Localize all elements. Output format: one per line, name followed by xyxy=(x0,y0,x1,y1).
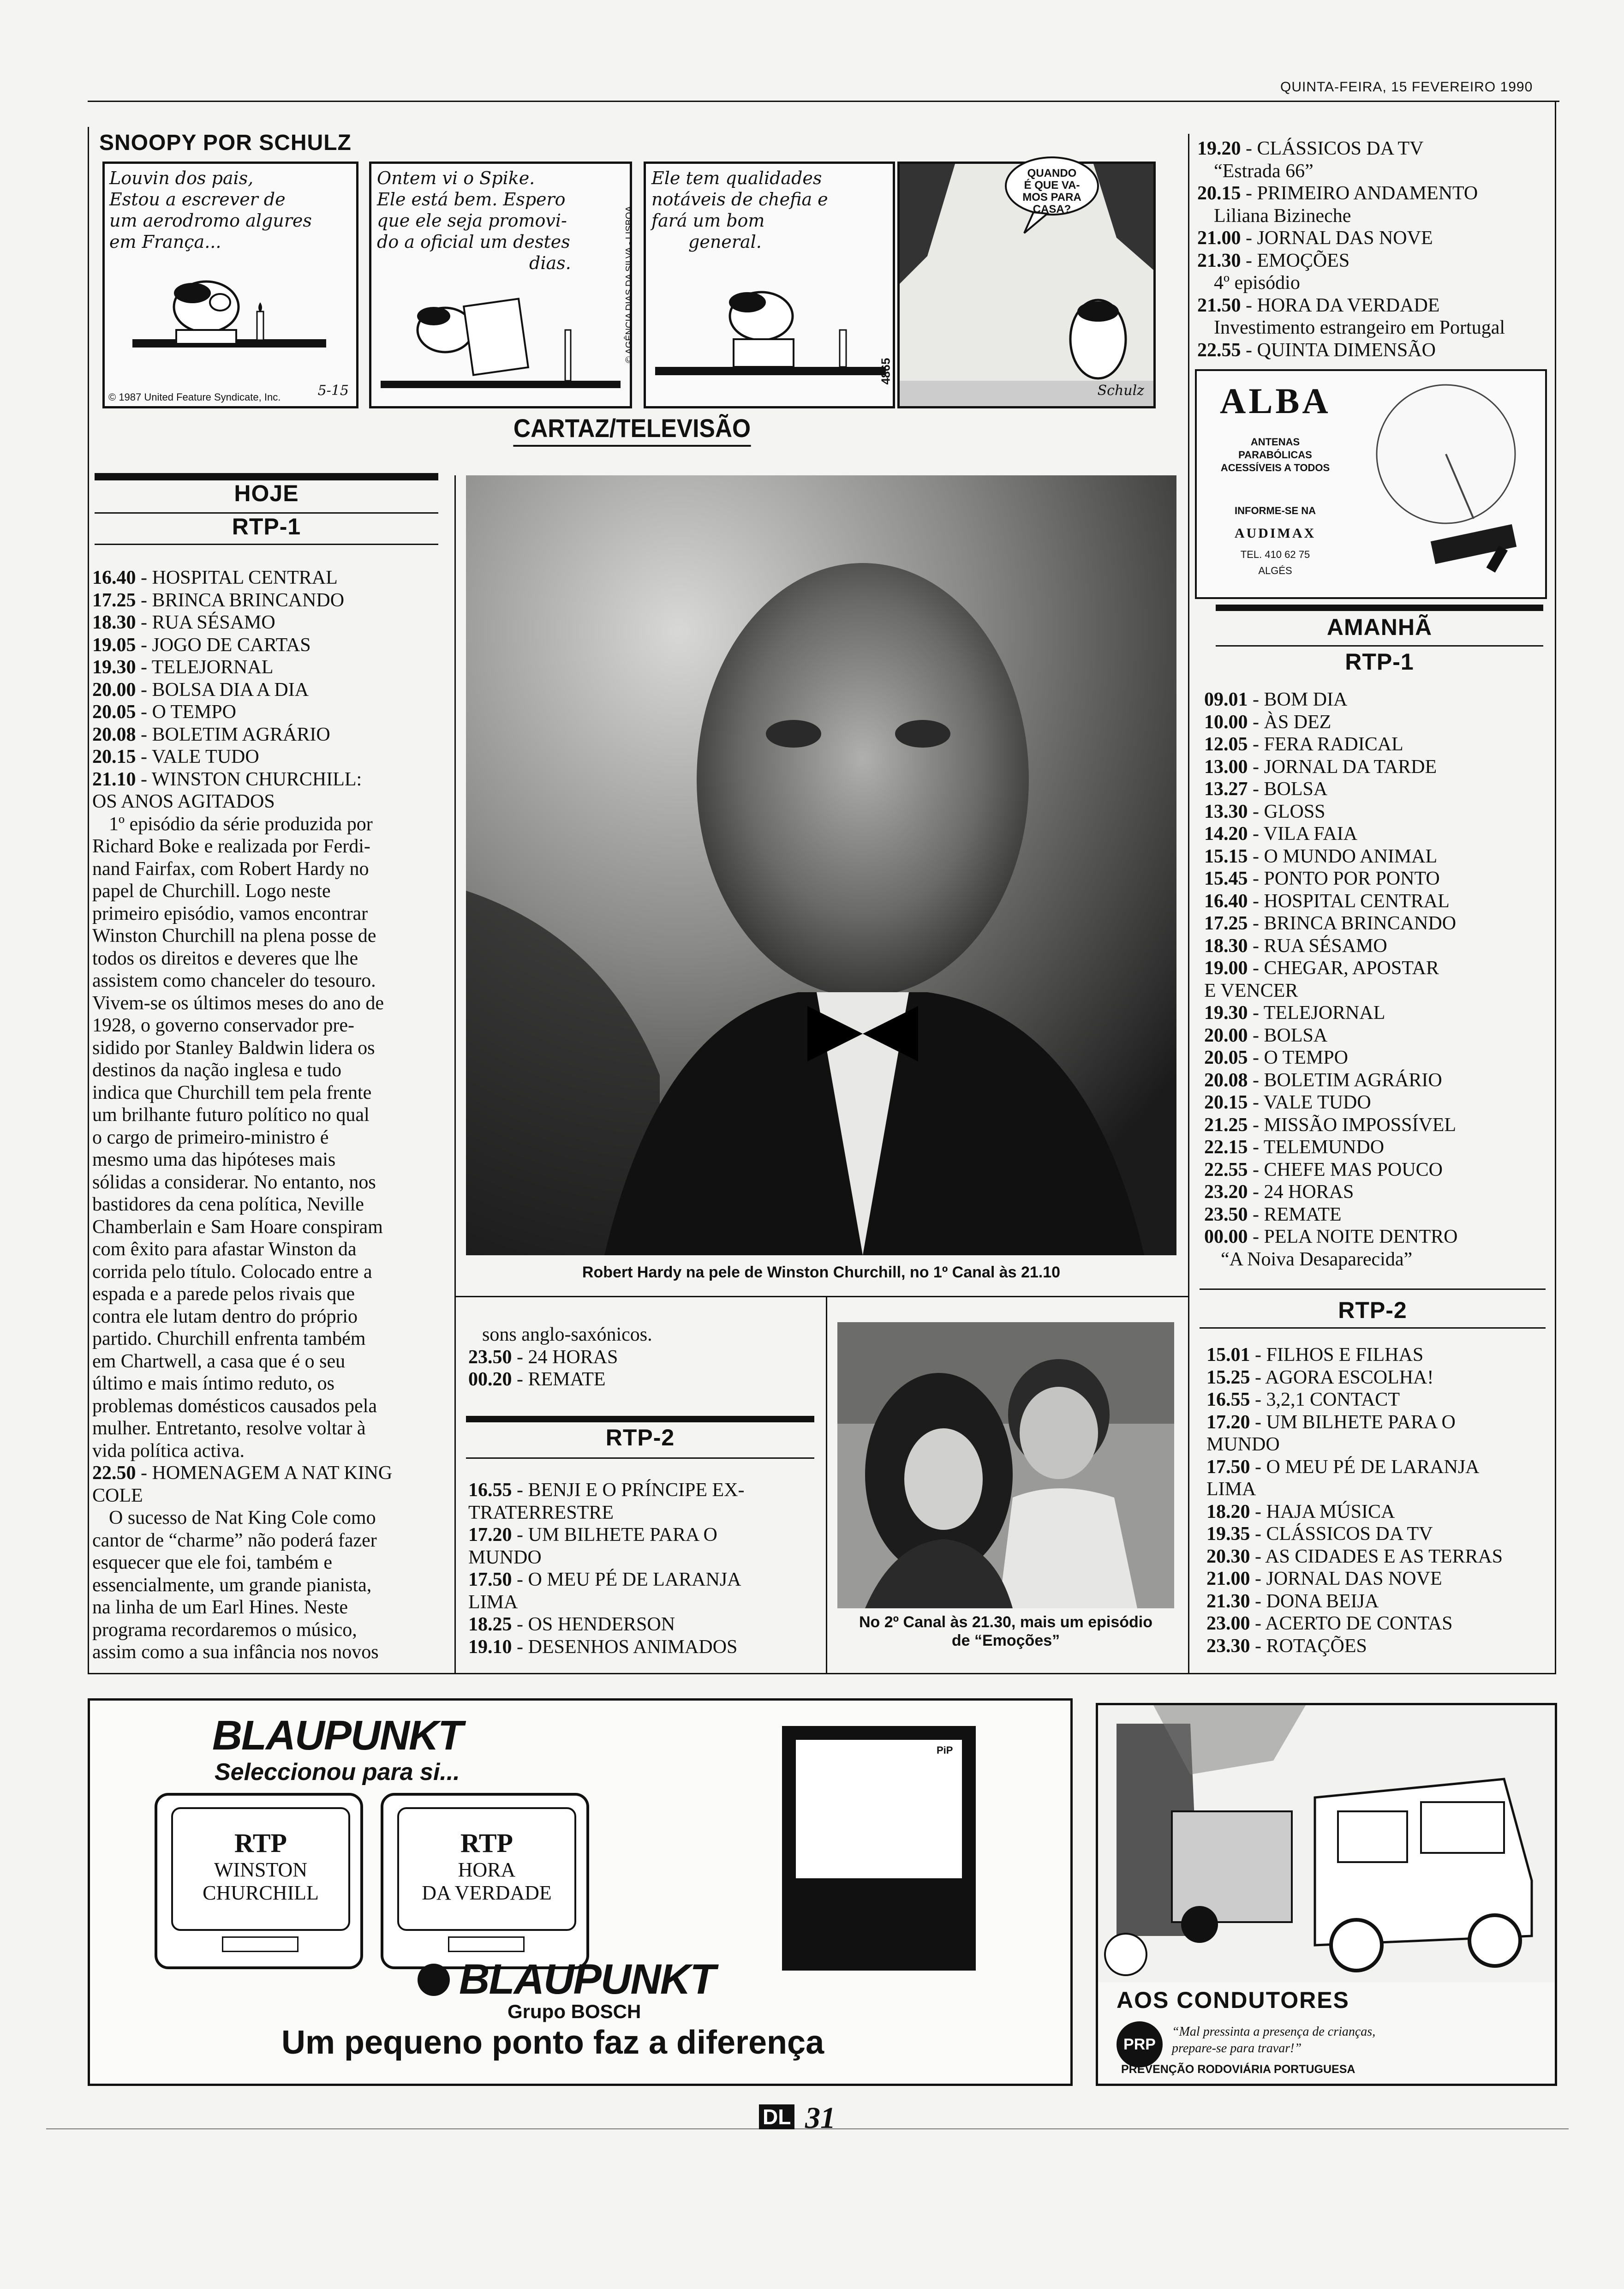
photo-bottom-rule xyxy=(454,1296,1188,1297)
list-item: 14.20 - VILA FAIA xyxy=(1204,823,1358,845)
list-item: 23.00 - ACERTO DE CONTAS xyxy=(1206,1613,1453,1634)
list-item: MUNDO xyxy=(1206,1434,1280,1455)
list-item: 20.08 - BOLETIM AGRÁRIO xyxy=(92,724,330,745)
comic-panel-1: Louvin dos pais, Estou a escrever de um aerodromo algures em França... © 1987 United Feature Syndicate, Inc. 5-15 xyxy=(102,162,358,408)
amanha-rtp1-heading: RTP-1 xyxy=(1345,649,1414,675)
list-item: LIMA xyxy=(468,1591,518,1613)
dateline: QUINTA-FEIRA, 15 FEVEREIRO 1990 xyxy=(1280,79,1533,95)
robert-hardy-portrait xyxy=(466,475,1176,1255)
list-item: 15.25 - AGORA ESCOLHA! xyxy=(1206,1366,1434,1388)
text-line: assistem como chanceler do tesouro. xyxy=(92,970,376,991)
text-line: 1928, o governo conservador pre- xyxy=(92,1015,354,1036)
list-item: “A Noiva Desaparecida” xyxy=(1221,1248,1413,1270)
amanha-rule xyxy=(1216,645,1543,647)
footer-logo: DL xyxy=(759,2104,794,2129)
hoje-rtp1-heading: RTP-1 xyxy=(232,514,301,539)
list-item: 13.30 - GLOSS xyxy=(1204,801,1325,822)
text-line: bastidores da cena política, Neville xyxy=(92,1194,364,1215)
section-title: CARTAZ/TELEVISÃO xyxy=(513,413,751,447)
text-line: Chamberlain e Sam Hoare conspiram xyxy=(92,1216,383,1238)
list-item: 00.20 - REMATE xyxy=(468,1369,606,1390)
text-line: O sucesso de Nat King Cole como xyxy=(109,1507,376,1528)
text-line: Winston Churchill na plena posse de xyxy=(92,925,376,947)
tv1-title: WINSTON CHURCHILL xyxy=(203,1858,319,1904)
list-item: 19.00 - CHEGAR, APOSTAR xyxy=(1204,958,1439,979)
hoje-heading: HOJE xyxy=(234,480,299,506)
list-item: 19.35 - CLÁSSICOS DA TV xyxy=(1206,1523,1433,1545)
text-line: o cargo de primeiro-ministro é xyxy=(92,1127,329,1148)
text-line: assim como a sua infância nos novos xyxy=(92,1642,379,1663)
page-number: 31 xyxy=(805,2101,836,2135)
hoje-rtp1-list xyxy=(92,567,443,1664)
list-item: 00.00 - PELA NOITE DENTRO xyxy=(1204,1226,1458,1247)
text-line: esquecer que ele foi, também e xyxy=(92,1552,333,1573)
snoopy-writing-drawing xyxy=(105,164,356,406)
text-line: destinos da nação inglesa e tudo xyxy=(92,1060,342,1081)
list-item: 21.25 - MISSÃO IMPOSSÍVEL xyxy=(1204,1114,1457,1136)
tv1-channel: RTP xyxy=(234,1828,287,1858)
hoje-rtp2-list xyxy=(468,1479,819,1658)
list-item: 13.00 - JORNAL DA TARDE xyxy=(1204,756,1437,778)
text-line: papel de Churchill. Logo neste xyxy=(92,881,331,902)
blaupunkt-ad xyxy=(88,1698,1073,2086)
list-item: 20.30 - AS CIDADES E AS TERRAS xyxy=(1206,1546,1503,1567)
list-item: 22.50 - HOMENAGEM A NAT KING xyxy=(92,1462,393,1484)
tv2-title: HORA DA VERDADE xyxy=(422,1858,552,1904)
amanha-rtp2-top-rule xyxy=(1200,1288,1546,1290)
list-item: 18.20 - HAJA MÚSICA xyxy=(1206,1501,1395,1522)
amanha-heading: AMANHÃ xyxy=(1326,614,1433,640)
comic-title: SNOOPY POR SCHULZ xyxy=(99,131,352,155)
list-item: 20.15 - VALE TUDO xyxy=(1204,1092,1371,1113)
comic-number: 4865 xyxy=(878,358,893,385)
blaupunkt-tagline: Seleccionou para si... xyxy=(215,1759,460,1786)
list-item: 23.20 - 24 HORAS xyxy=(1204,1181,1354,1203)
hoje-rtp2-heading: RTP-2 xyxy=(605,1425,675,1450)
list-item: 17.20 - UM BILHETE PARA O xyxy=(468,1524,717,1546)
list-item: 20.08 - BOLETIM AGRÁRIO xyxy=(1204,1069,1442,1091)
amanha-rtp1-list xyxy=(1204,689,1555,1270)
text-line: sidido por Stanley Baldwin lidera os xyxy=(92,1037,375,1059)
tv-1 xyxy=(155,1793,363,1969)
list-item: 23.30 - ROTAÇÕES xyxy=(1206,1635,1367,1657)
pip-tv xyxy=(782,1726,976,1971)
list-item: 13.27 - BOLSA xyxy=(1204,779,1328,800)
text-line: mulher. Entretanto, resolve voltar à xyxy=(92,1418,366,1439)
text-line: problemas domésticos causados pela xyxy=(92,1395,377,1417)
list-item: 22.55 - CHEFE MAS POUCO xyxy=(1204,1159,1443,1180)
main-photo-caption: Robert Hardy na pele de Winston Churchill, no 1º Canal às 21.10 xyxy=(582,1264,1061,1281)
list-item: LIMA xyxy=(1206,1479,1256,1500)
list-item: 21.00 - JORNAL DAS NOVE xyxy=(1206,1568,1442,1589)
churchill-photo xyxy=(466,475,1176,1255)
list-item: 19.30 - TELEJORNAL xyxy=(1204,1002,1385,1024)
list-item: 19.20 - CLÁSSICOS DA TV xyxy=(1197,138,1424,159)
list-item: 22.55 - QUINTA DIMENSÃO xyxy=(1197,339,1436,361)
list-item: 21.10 - WINSTON CHURCHILL: xyxy=(92,768,362,790)
natking-title-cont: COLE xyxy=(92,1485,143,1506)
text-line: cantor de “charme” não poderá fazer xyxy=(92,1529,377,1551)
blaupunkt-brand-bottom: BLAUPUNKT xyxy=(459,1956,715,2003)
condutores-ad xyxy=(1096,1703,1557,2086)
pip-label: PiP xyxy=(937,1744,953,1756)
snoopy-reading-drawing xyxy=(371,164,630,406)
tv-2 xyxy=(381,1793,589,1969)
alba-place: ALGÉS xyxy=(1258,565,1292,576)
text-line: em Chartwell, a casa que é o seu xyxy=(92,1350,346,1372)
list-item: 17.25 - BRINCA BRINCANDO xyxy=(1204,913,1457,934)
hoje-rtp2-bar xyxy=(466,1416,814,1422)
text-line: nand Fairfax, com Robert Hardy no xyxy=(92,858,369,880)
snoopy-writing-drawing xyxy=(646,164,893,406)
text-line: espada e a parede pelos rivais que xyxy=(92,1283,355,1305)
list-item: 12.05 - FERA RADICAL xyxy=(1204,734,1403,755)
text-line: na linha de um Earl Hines. Neste xyxy=(92,1597,348,1618)
text-line: mesmo uma das hipóteses mais xyxy=(92,1149,336,1170)
comic-date-code: 5-15 xyxy=(317,383,349,399)
alba-brand: ALBA xyxy=(1220,381,1331,421)
condutores-text: “Mal pressinta a presença de crianças, prepare-se para travar!” xyxy=(1172,2025,1376,2055)
hoje-rtp2-rule xyxy=(466,1457,814,1459)
churchill-description xyxy=(92,813,443,1462)
natking-description xyxy=(92,1507,443,1664)
amanha-rtp2-heading: RTP-2 xyxy=(1338,1297,1407,1323)
text-line: sólidas a considerar. No entanto, nos xyxy=(92,1171,376,1193)
text-line: indica que Churchill tem pela frente xyxy=(92,1082,372,1103)
alba-info: INFORME-SE NA xyxy=(1235,505,1316,516)
text-line: último e mais íntimo reduto, os xyxy=(92,1373,334,1394)
list-item: TRATERRESTRE xyxy=(468,1502,614,1523)
list-item: 18.30 - RUA SÉSAMO xyxy=(92,612,275,633)
list-item: 23.50 - 24 HORAS xyxy=(468,1346,618,1368)
condutores-title: AOS CONDUTORES xyxy=(1116,1987,1349,2013)
list-item: 21.30 - EMOÇÕES xyxy=(1197,250,1350,271)
alba-tel: TEL. 410 62 75 xyxy=(1240,549,1310,560)
list-item: 20.15 - PRIMEIRO ANDAMENTO xyxy=(1197,183,1478,204)
list-item: 15.45 - PONTO POR PONTO xyxy=(1204,868,1440,889)
comic-panel-4 xyxy=(897,162,1156,408)
list-item: 09.01 - BOM DIA xyxy=(1204,689,1348,710)
emocoes-caption: No 2º Canal às 21.30, mais um episódio de “Emoções” xyxy=(859,1613,1152,1649)
column-rule-1 xyxy=(454,475,456,1673)
alba-ad xyxy=(1195,369,1547,599)
emocoes-photo xyxy=(837,1322,1174,1608)
list-item: 17.50 - O MEU PÉ DE LARANJA xyxy=(1206,1456,1480,1478)
list-item: 10.00 - ÀS DEZ xyxy=(1204,711,1331,733)
hoje-bar xyxy=(95,473,438,480)
blaupunkt-group: Grupo BOSCH xyxy=(508,2001,641,2022)
blaupunkt-slogan: Um pequeno ponto faz a diferença xyxy=(281,2024,824,2061)
list-item: 20.00 - BOLSA xyxy=(1204,1025,1328,1046)
blaupunkt-brand: BLAUPUNKT xyxy=(212,1713,462,1759)
list-item: 19.05 - JOGO DE CARTAS xyxy=(92,634,311,656)
comic-copyright: © 1987 United Feature Syndicate, Inc. xyxy=(108,391,281,403)
text-line: Vivem-se os últimos meses do ano de xyxy=(92,992,384,1014)
amanha-rtp2-rule xyxy=(1200,1327,1546,1329)
list-item: 20.15 - VALE TUDO xyxy=(92,746,259,767)
list-item: 20.00 - BOLSA DIA A DIA xyxy=(92,679,309,701)
text-line: Richard Boke e realizada por Ferdi- xyxy=(92,836,370,857)
text-line: vida política activa. xyxy=(92,1440,245,1462)
page-left-rule xyxy=(88,127,89,1673)
list-item: 19.30 - TELEJORNAL xyxy=(92,657,274,678)
text-line: essencialmente, um grande pianista, xyxy=(92,1574,372,1596)
list-item: 22.15 - TELEMUNDO xyxy=(1204,1137,1385,1158)
list-item: 23.50 - REMATE xyxy=(1204,1204,1342,1225)
list-item: 19.10 - DESENHOS ANIMADOS xyxy=(468,1636,738,1658)
text-line: um brilhante futuro político no qual xyxy=(92,1104,370,1126)
comic-signature: Schulz xyxy=(1097,383,1144,399)
condutores-org: PREVENÇÃO RODOVIÁRIA PORTUGUESA xyxy=(1121,2063,1355,2076)
text-line: corrida pelo título. Colocado entre a xyxy=(92,1261,372,1282)
list-item: 17.25 - BRINCA BRINCANDO xyxy=(92,589,345,611)
list-item: MUNDO xyxy=(468,1546,542,1568)
column-rule-2 xyxy=(1188,134,1189,1673)
list-item: 20.05 - O TEMPO xyxy=(92,701,236,723)
header-rule xyxy=(88,101,1559,102)
hoje-continuation: sons anglo-saxónicos. 23.50 - 24 HORAS 00.20 - REMATE xyxy=(468,1324,819,1391)
list-item: 21.00 - JORNAL DAS NOVE xyxy=(1197,228,1433,249)
comic-agency: © AGÊNCIA DIAS DA SILVA - LISBOA xyxy=(624,206,635,363)
car-illustration xyxy=(1098,1705,1555,1982)
alba-company: AUDIMAX xyxy=(1234,526,1316,541)
hoje-rtp2-evening-list: 19.20 - CLÁSSICOS DA TV “Estrada 66” 20.15 - PRIMEIRO ANDAMENTO Liliana Bizineche 21.00 - JORNAL DAS NOVE 21.30 - EMOÇÕES 4º episódio 21.50 - HORA DA VERDADE Investimento estrangeiro em Portugal 22.55 - QUINTA DIMENSÃO xyxy=(1197,138,1548,361)
emocoes-couple-photo xyxy=(837,1322,1174,1608)
list-item: 18.25 - OS HENDERSON xyxy=(468,1614,675,1635)
list-item: 18.30 - RUA SÉSAMO xyxy=(1204,935,1387,957)
list-item: 17.20 - UM BILHETE PARA O xyxy=(1206,1411,1456,1433)
content-bottom-rule xyxy=(88,1673,1556,1674)
amanha-rtp2-list xyxy=(1206,1344,1557,1657)
list-item: 17.50 - O MEU PÉ DE LARANJA xyxy=(468,1569,741,1590)
list-item: 20.05 - O TEMPO xyxy=(1204,1047,1348,1068)
hoje-rtp1-rule xyxy=(95,544,438,545)
text-line: programa recordaremos o músico, xyxy=(92,1619,357,1641)
list-item: 16.55 - BENJI E O PRÍNCIPE EX- xyxy=(468,1480,745,1501)
tv2-channel: RTP xyxy=(460,1828,513,1858)
comic-speech-bubble: QUANDO É QUE VA- MOS PARA CASA? xyxy=(1022,167,1081,216)
list-item: 21.30 - DONA BEIJA xyxy=(1206,1590,1379,1612)
alba-tagline: ANTENAS PARABÓLICAS ACESSÍVEIS A TODOS xyxy=(1220,436,1330,473)
column-rule-3 xyxy=(826,1297,827,1673)
list-item: 21.50 - HORA DA VERDADE xyxy=(1197,294,1440,316)
comic-panel-2: Ontem vi o Spike. Ele está bem. Espero que ele seja promovi- do a oficial um destes dias. © AGÊNCIA DIAS DA SILVA - LISBOA xyxy=(369,162,632,408)
prp-logo-icon: PRP xyxy=(1116,2021,1163,2067)
churchill-subtitle: OS ANOS AGITADOS xyxy=(92,791,275,812)
amanha-bar xyxy=(1216,605,1543,611)
list-item: 16.40 - HOSPITAL CENTRAL xyxy=(1204,890,1450,912)
satellite-dish-icon xyxy=(1354,380,1538,588)
list-item: E VENCER xyxy=(1204,980,1298,1001)
list-item: 15.01 - FILHOS E FILHAS xyxy=(1206,1344,1424,1366)
text-line: com êxito para afastar Winston da xyxy=(92,1239,357,1260)
text-line: 1º episódio da série produzida por xyxy=(109,813,373,835)
list-item: 15.15 - O MUNDO ANIMAL xyxy=(1204,845,1438,867)
text-line: partido. Churchill enfrenta também xyxy=(92,1328,366,1349)
blaupunkt-dot-icon xyxy=(418,1964,450,1996)
list-item: 16.55 - 3,2,1 CONTACT xyxy=(1206,1389,1400,1410)
text-line: contra ele lutam dentro do próprio xyxy=(92,1306,358,1327)
text-line: primeiro episódio, vamos encontrar xyxy=(92,903,368,924)
list-item: 16.40 - HOSPITAL CENTRAL xyxy=(92,567,338,588)
comic-panel-3: Ele tem qualidades notáveis de chefia e fará um bom general. 4865 xyxy=(644,162,895,408)
text-line: todos os direitos e deveres que lhe xyxy=(92,947,358,969)
